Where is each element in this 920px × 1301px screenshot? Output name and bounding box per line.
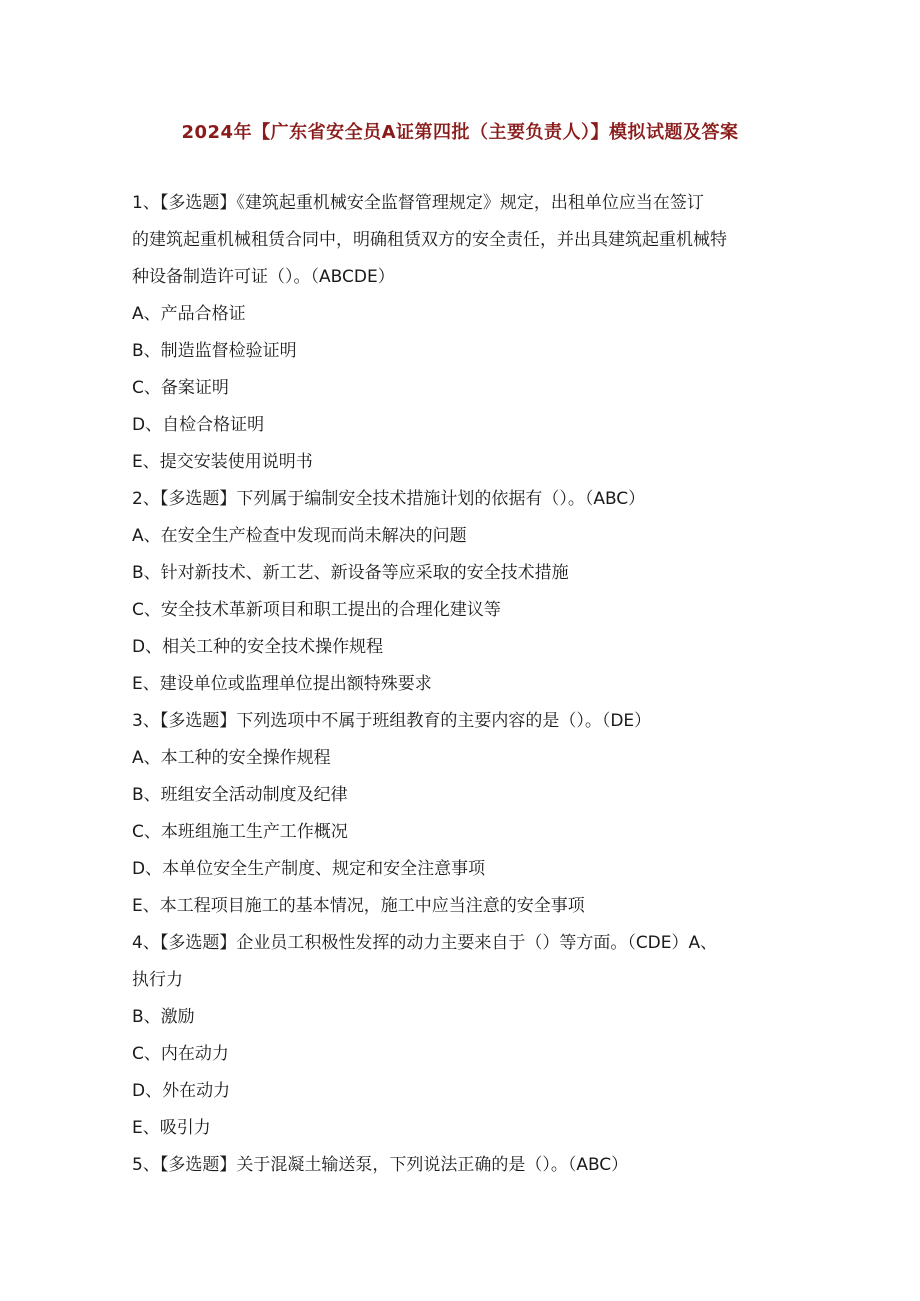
text-line: A、本工种的安全操作规程 (132, 748, 331, 768)
document-body (132, 188, 792, 1187)
text-line: E、本工程项目施工的基本情况，施工中应当注意的安全事项 (132, 896, 585, 916)
text-line: C、本班组施工生产工作概况 (132, 822, 348, 842)
text-line: D、外在动力 (132, 1081, 231, 1101)
text-line: E、吸引力 (132, 1118, 211, 1138)
text-line: 种设备制造许可证（）。（ABCDE） (132, 267, 395, 287)
text-line: 执行力 (132, 970, 183, 990)
text-line: B、制造监督检验证明 (132, 341, 297, 361)
text-line: 2、【多选题】下列属于编制安全技术措施计划的依据有（）。（ABC） (132, 489, 646, 509)
text-line: B、班组安全活动制度及纪律 (132, 785, 348, 805)
text-line: 的建筑起重机械租赁合同中，明确租赁双方的安全责任，并出具建筑起重机械特 (132, 230, 727, 250)
text-line: A、产品合格证 (132, 304, 246, 324)
text-line: C、安全技术革新项目和职工提出的合理化建议等 (132, 600, 501, 620)
text-line: 1、【多选题】《建筑起重机械安全监督管理规定》规定，出租单位应当在签订 (132, 193, 704, 213)
text-line: E、建设单位或监理单位提出额特殊要求 (132, 674, 432, 694)
text-line: D、相关工种的安全技术操作规程 (132, 637, 384, 657)
text-line: A、在安全生产检查中发现而尚未解决的问题 (132, 526, 467, 546)
text-line: B、激励 (132, 1007, 195, 1027)
text-line: D、本单位安全生产制度、规定和安全注意事项 (132, 859, 486, 879)
text-line: D、自检合格证明 (132, 415, 265, 435)
text-line: B、针对新技术、新工艺、新设备等应采取的安全技术措施 (132, 563, 569, 583)
text-line: 4、【多选题】企业员工积极性发挥的动力主要来自于（）等方面。（CDE）A、 (132, 933, 718, 953)
document-title: 2024年【广东省安全员A证第四批（主要负责人）】模拟试题及答案 (181, 122, 739, 143)
text-line: C、备案证明 (132, 378, 229, 398)
text-line: E、提交安装使用说明书 (132, 452, 313, 472)
text-line: C、内在动力 (132, 1044, 229, 1064)
text-line: 3、【多选题】下列选项中不属于班组教育的主要内容的是（）。（DE） (132, 711, 652, 731)
text-line: 5、【多选题】关于混凝土输送泵，下列说法正确的是（）。（ABC） (132, 1155, 629, 1175)
